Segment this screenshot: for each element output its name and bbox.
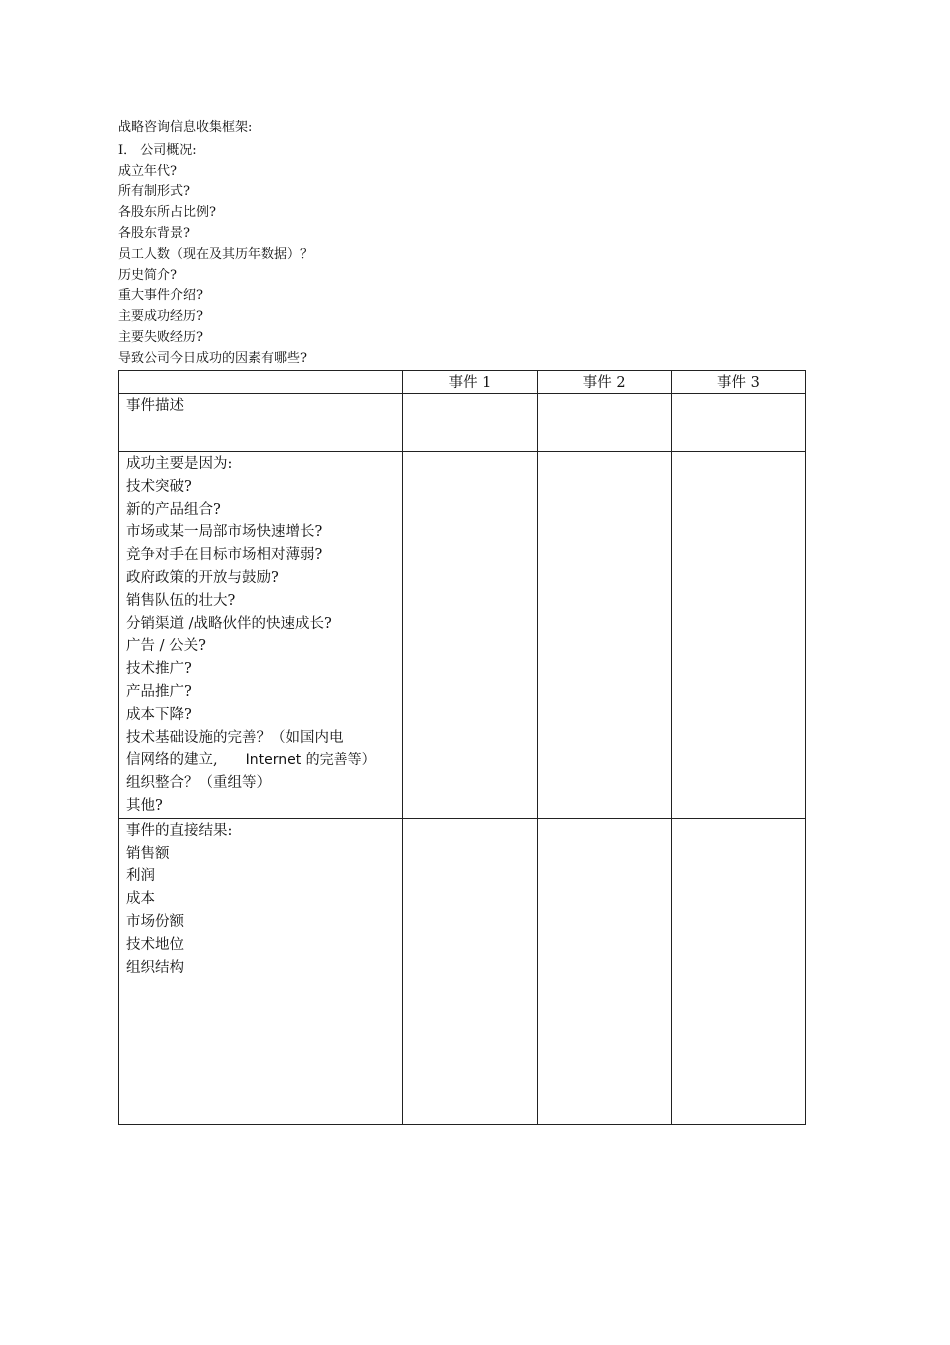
- question-item: 各股东背景?: [118, 225, 190, 241]
- table-cell-empty[interactable]: [537, 452, 671, 819]
- cell-text: 事件描述: [126, 398, 184, 414]
- row-label-direct-results: [119, 818, 403, 1124]
- cell-text: 成本下降?: [126, 706, 192, 723]
- header-event-3: 事件 3: [671, 371, 805, 394]
- question-item: 各股东所占比例?: [118, 205, 216, 221]
- document-title: 战略咨询信息收集框架:: [118, 120, 253, 135]
- cell-text: 销售额: [126, 845, 170, 862]
- table-header-row: [119, 371, 806, 394]
- table-cell-empty[interactable]: [671, 818, 805, 1124]
- table-row-event-description: [119, 394, 806, 452]
- question-item: 历史简介?: [118, 267, 177, 283]
- row-label-event-description: [119, 394, 403, 452]
- header-event-1: 事件 1: [403, 371, 537, 394]
- table-row-direct-results: [119, 818, 806, 1124]
- cell-text-part: Internet 的完善等）: [245, 752, 376, 769]
- event-analysis-table: [118, 370, 806, 1125]
- cell-text: 技术突破?: [126, 478, 192, 495]
- question-item: 重大事件介绍?: [118, 288, 203, 304]
- cell-text: 其他?: [126, 797, 163, 814]
- cell-text: 利润: [126, 868, 155, 885]
- cell-text: 新的产品组合?: [126, 501, 221, 518]
- cell-text-part: 信网络的建立,: [126, 752, 218, 769]
- cell-text: 政府政策的开放与鼓励?: [126, 569, 279, 586]
- cell-text: 市场或某一局部市场快速增长?: [126, 524, 323, 541]
- cell-text: 成本: [126, 891, 155, 908]
- cell-text: 成功主要是因为:: [126, 456, 233, 472]
- question-item: 主要失败经历?: [118, 329, 203, 345]
- table-cell-empty[interactable]: [671, 394, 805, 452]
- table-row-success-reasons: [119, 452, 806, 819]
- cell-text: 分销渠道 /战略伙伴的快速成长?: [126, 615, 332, 632]
- question-item: 所有制形式?: [118, 184, 190, 200]
- cell-text: 组织结构: [126, 959, 184, 976]
- cell-text: 销售队伍的壮大?: [126, 592, 236, 609]
- cell-text: 广告 / 公关?: [126, 638, 206, 655]
- table-cell-empty[interactable]: [403, 394, 537, 452]
- table-cell-empty[interactable]: [537, 818, 671, 1124]
- intro-section: [118, 118, 313, 370]
- cell-text: [126, 749, 396, 772]
- table-cell-empty[interactable]: [403, 452, 537, 819]
- cell-text: 技术基础设施的完善？（如国内电: [126, 729, 344, 746]
- header-cell-blank: [119, 371, 403, 394]
- cell-text: 市场份额: [126, 913, 184, 930]
- cell-text: 产品推广?: [126, 683, 192, 700]
- question-item: 成立年代?: [118, 163, 177, 179]
- question-item: 导致公司今日成功的因素有哪些?: [118, 350, 307, 366]
- cell-text: 竞争对手在目标市场相对薄弱?: [126, 547, 323, 564]
- cell-text: 事件的直接结果:: [126, 822, 233, 839]
- table-cell-empty[interactable]: [537, 394, 671, 452]
- table-cell-empty[interactable]: [671, 452, 805, 819]
- cell-text: 技术地位: [126, 936, 184, 953]
- cell-text: 技术推广?: [126, 661, 192, 678]
- table-cell-empty[interactable]: [403, 818, 537, 1124]
- header-event-2: 事件 2: [537, 371, 671, 394]
- cell-text: 组织整合？（重组等）: [126, 775, 271, 792]
- question-item: 员工人数（现在及其历年数据）？: [118, 246, 314, 262]
- section-heading: I． 公司概况:: [118, 142, 197, 158]
- row-label-success-reasons: [119, 452, 403, 819]
- question-item: 主要成功经历?: [118, 309, 203, 325]
